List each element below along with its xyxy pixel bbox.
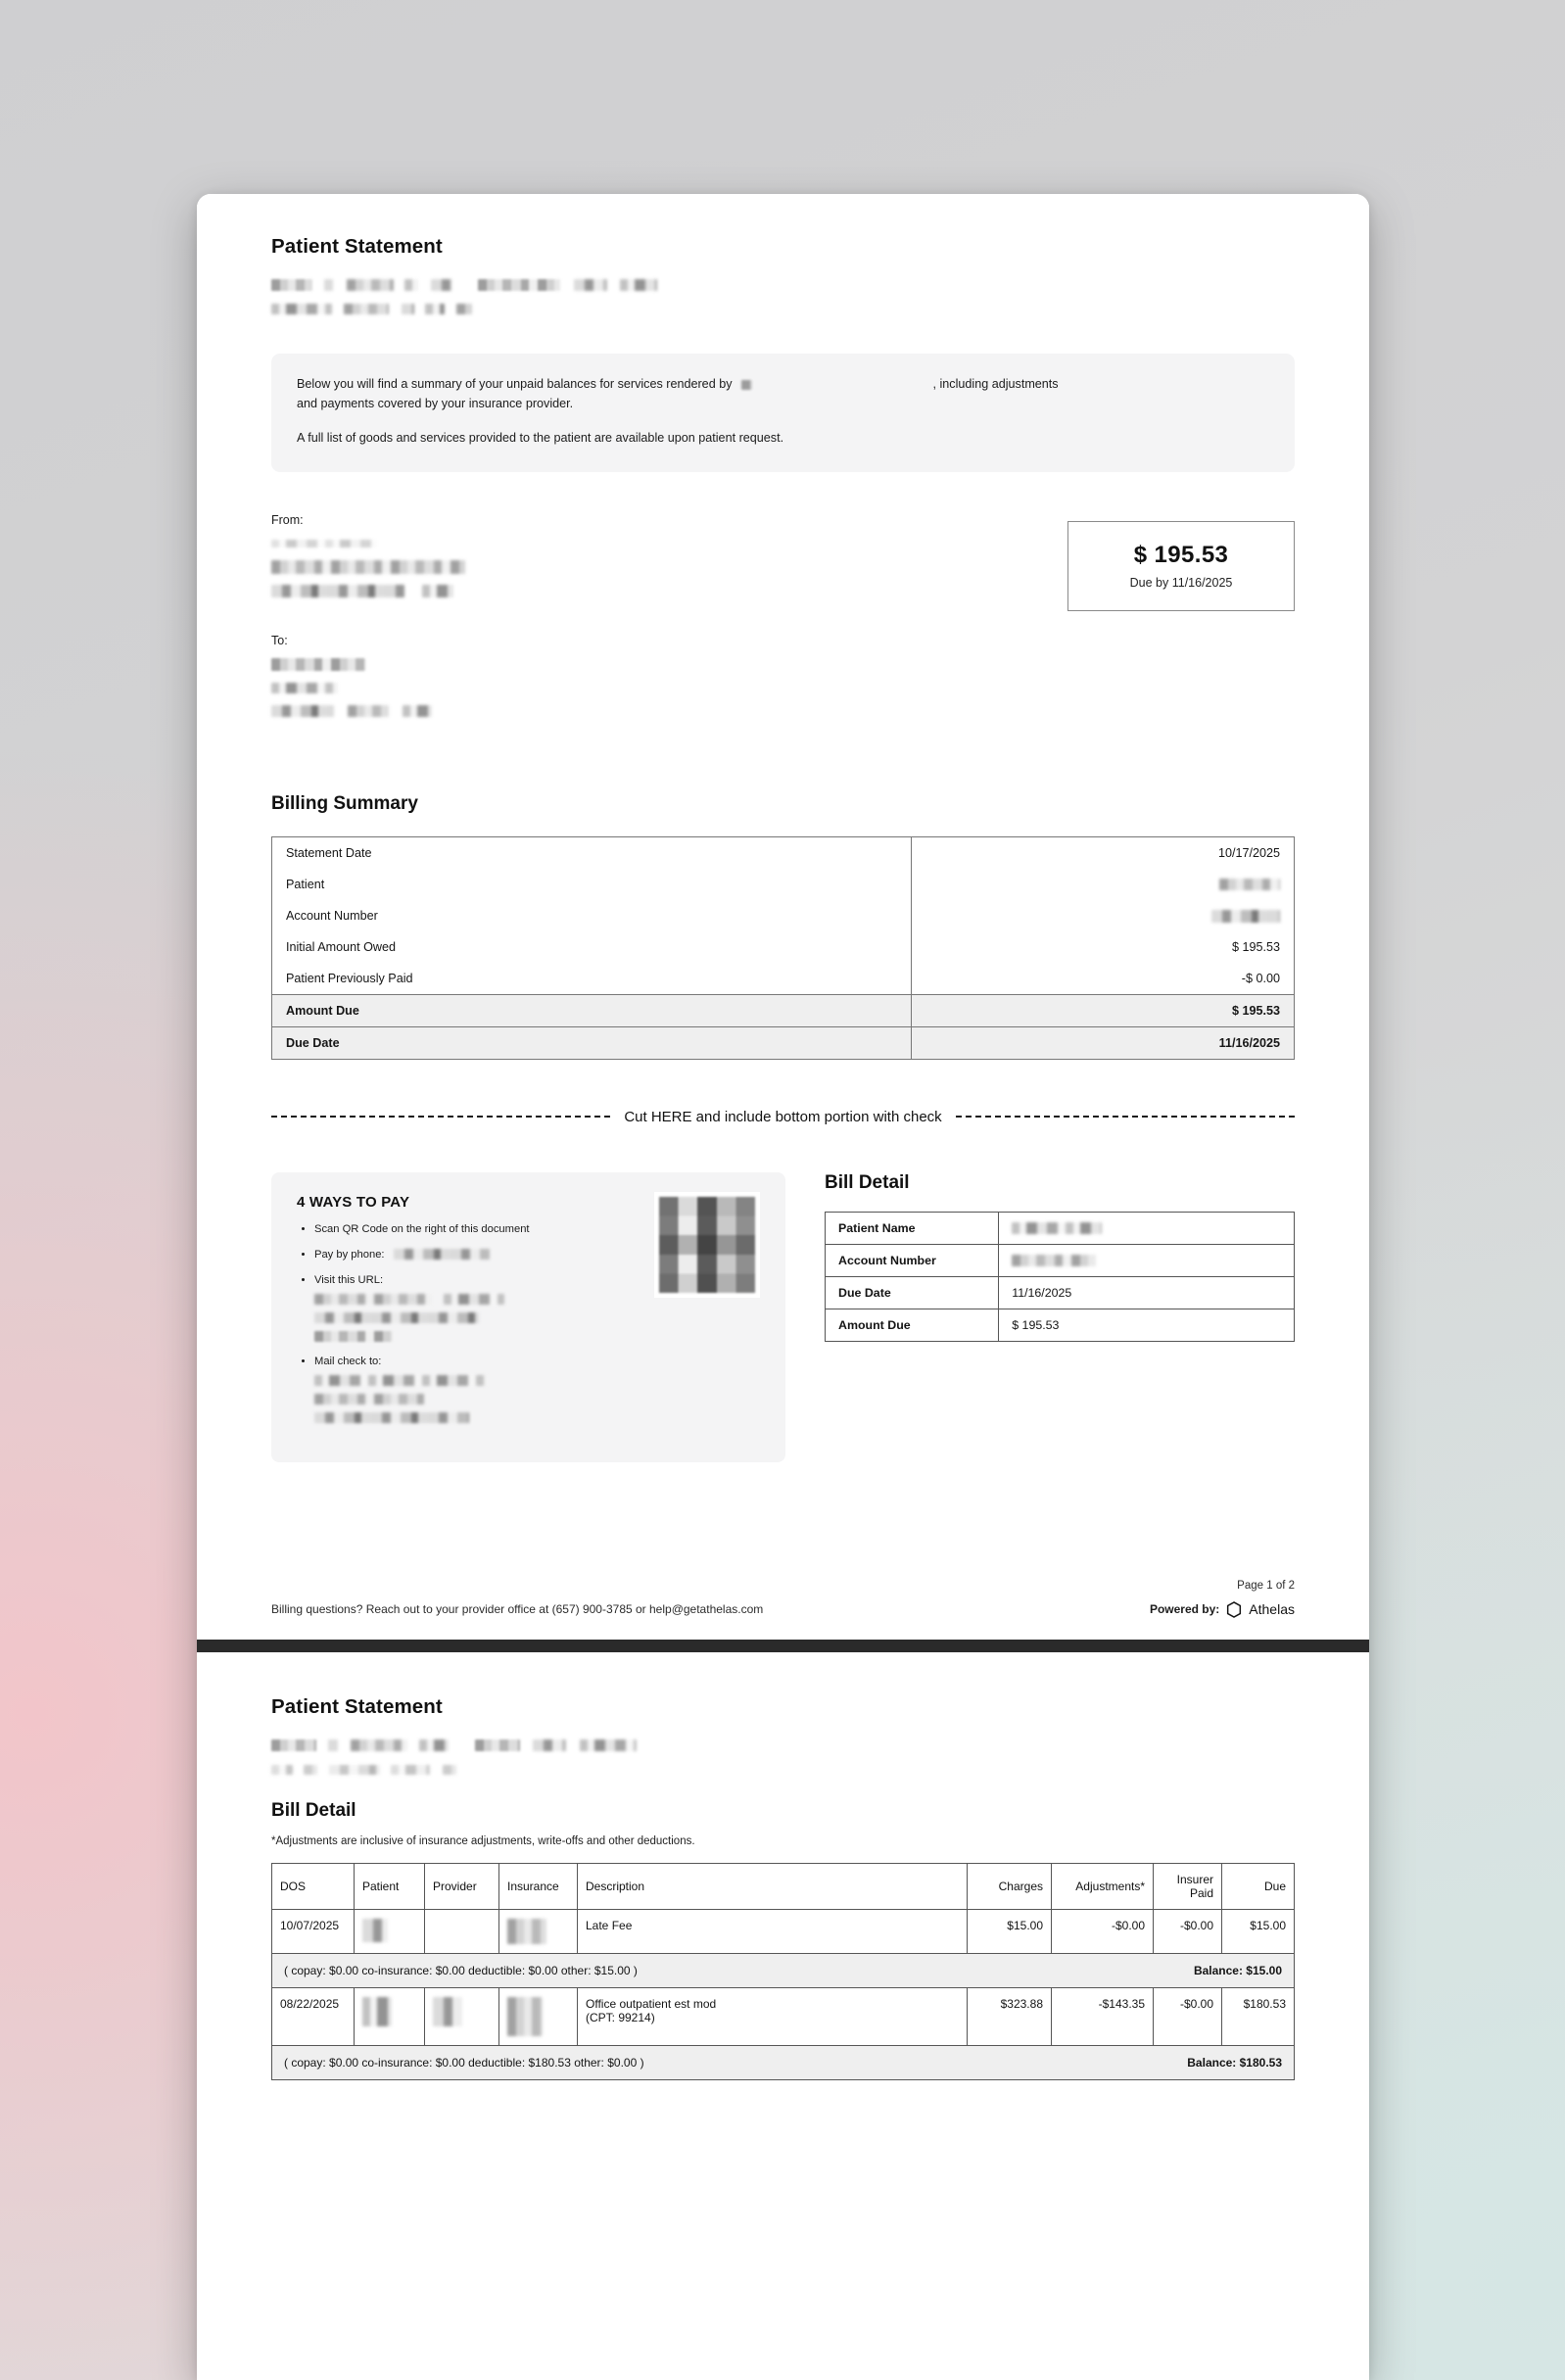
cell-insurer-paid: -$0.00: [1154, 1987, 1222, 2045]
table-row-amount-due: [272, 994, 1295, 1026]
table-row: [826, 1212, 1295, 1244]
cell-due: $15.00: [1222, 1909, 1295, 1953]
summary-value: -$ 0.00: [1241, 971, 1280, 985]
redaction-block: [271, 304, 332, 314]
column-header-description: Description: [578, 1863, 968, 1909]
redaction-block: [271, 1739, 316, 1751]
summary-value-redacted: [911, 869, 1295, 900]
redaction-block: [425, 304, 445, 314]
redaction-block: [271, 585, 404, 597]
cell-description: [578, 1987, 968, 2045]
detail-label: Due Date: [826, 1276, 999, 1309]
column-header-adjustments: Adjustments*: [1052, 1863, 1154, 1909]
cell-insurer-paid: -$0.00: [1154, 1909, 1222, 1953]
pay-by-phone-label: Pay by phone:: [314, 1248, 385, 1261]
page-title: Patient Statement: [271, 235, 443, 258]
column-header-insurer-paid: Insurer Paid: [1154, 1863, 1222, 1909]
cell-charges: $323.88: [968, 1987, 1052, 2045]
redacted-url-2: [314, 1310, 760, 1325]
page2-title: Patient Statement: [271, 1694, 443, 1718]
table-row: [272, 1987, 1295, 2045]
redaction-block: [391, 1765, 430, 1775]
redaction-block: [271, 560, 465, 574]
qr-grid: [659, 1197, 755, 1293]
redaction-block: [271, 1765, 293, 1775]
amount-due-date: Due by 11/16/2025: [1129, 576, 1233, 591]
page2-bill-detail-heading: Bill Detail: [271, 1799, 356, 1821]
due-date-label: Due Date: [272, 1026, 912, 1059]
billing-summary-heading: Billing Summary: [271, 792, 418, 814]
to-address: [271, 634, 465, 721]
payment-and-detail-row: [271, 1172, 1295, 1462]
redaction-block: [314, 1312, 479, 1323]
powered-by: [1150, 1601, 1295, 1618]
table-row: [272, 1909, 1295, 1953]
page2-provider-header-redacted: [271, 1737, 1295, 1779]
dashed-line-left: [271, 1116, 610, 1118]
redaction-block: [314, 1375, 487, 1386]
redaction-block: [348, 705, 389, 717]
column-header-charges: Charges: [968, 1863, 1052, 1909]
redaction-block: [271, 683, 338, 693]
summary-label: Initial Amount Owed: [272, 931, 912, 963]
billing-summary-table: [271, 836, 1295, 1060]
balance-cell: [272, 2045, 1295, 2079]
table-row: [826, 1244, 1295, 1276]
redacted-mail-2: [314, 1393, 760, 1407]
from-label: From:: [271, 512, 304, 527]
cell-dos: 10/07/2025: [272, 1909, 355, 1953]
cell-provider: [425, 1909, 499, 1953]
table-row: [272, 963, 1295, 995]
redaction-block: [344, 304, 389, 314]
provider-header-redacted: [271, 276, 1295, 318]
redaction-block: [314, 1294, 432, 1305]
table-row: [272, 900, 1295, 931]
footer-contact: Billing questions? Reach out to your provider office at (657) 900-3785 or help@getathelas.com: [271, 1602, 764, 1617]
redaction-block: [362, 1997, 392, 2026]
column-header-due: Due: [1222, 1863, 1295, 1909]
redaction-block: [271, 279, 312, 291]
redaction-block: [271, 540, 377, 547]
redaction-block: [404, 279, 418, 291]
redaction-block: [431, 279, 452, 291]
redaction-block: [478, 279, 560, 291]
column-header-insurance: Insurance: [499, 1863, 578, 1909]
detail-value: $ 195.53: [999, 1309, 1295, 1341]
summary-label: Patient: [272, 869, 912, 900]
brand-name: Athelas: [1249, 1601, 1295, 1618]
redacted-mail-3: [314, 1411, 760, 1426]
to-label: To:: [271, 633, 288, 647]
adjustments-footnote: *Adjustments are inclusive of insurance adjustments, write-offs and other deductions.: [271, 1834, 695, 1847]
ways-to-pay-title: 4 WAYS TO PAY: [297, 1193, 410, 1211]
redaction-block: [403, 705, 432, 717]
due-date-value: 11/16/2025: [911, 1026, 1295, 1059]
redaction-block: [394, 1249, 490, 1260]
redaction-block: [362, 1919, 388, 1942]
cell-charges: $15.00: [968, 1909, 1052, 1953]
address-column: [271, 513, 465, 727]
redaction-block: [419, 1739, 449, 1751]
redaction-block: [304, 1765, 317, 1775]
balance-breakdown: ( copay: $0.00 co-insurance: $0.00 deductible: $0.00 other: $15.00 ): [284, 1963, 638, 1977]
redaction-block: [620, 279, 657, 291]
table-row: [272, 869, 1295, 900]
redaction-block: [402, 304, 414, 314]
cell-insurance-redacted: [499, 1987, 578, 2045]
amount-due-label: Amount Due: [272, 994, 912, 1026]
page-number: Page 1 of 2: [1237, 1579, 1295, 1592]
balance-amount: Balance: $15.00: [1193, 1963, 1282, 1977]
summary-label: Patient Previously Paid: [272, 963, 912, 995]
redaction-block: [1012, 1255, 1096, 1266]
column-header-provider: Provider: [425, 1863, 499, 1909]
notice-line-2: and payments covered by your insurance provider.: [297, 396, 574, 410]
list-item: • Scan QR Code on the right of this document: [314, 1222, 760, 1237]
table-row: [272, 931, 1295, 963]
list-item: [314, 1355, 760, 1425]
redaction-block: [574, 279, 607, 291]
visit-url-label: Visit this URL:: [314, 1273, 384, 1286]
cell-patient-redacted: [355, 1987, 425, 2045]
statement-page-1: [197, 194, 1369, 1640]
addresses-and-amount: [271, 513, 1295, 727]
table-row: [272, 836, 1295, 869]
table-row-balance: [272, 1953, 1295, 1987]
dashed-line-right: [956, 1116, 1295, 1118]
balance-amount: Balance: $180.53: [1187, 2055, 1282, 2070]
statement-notice: [271, 354, 1295, 472]
page-footer: [271, 1601, 1295, 1640]
bill-detail-stub: [825, 1172, 1295, 1342]
statement-document-card: [197, 194, 1369, 2380]
summary-label: Statement Date: [272, 836, 912, 869]
balance-breakdown: ( copay: $0.00 co-insurance: $0.00 deductible: $180.53 other: $0.00 ): [284, 2055, 644, 2070]
redaction-block: [741, 380, 752, 390]
redaction-block: [271, 658, 365, 671]
cut-here-divider: [271, 1109, 1295, 1125]
redaction-block: [351, 1739, 407, 1751]
ways-to-pay-box: [271, 1172, 785, 1462]
redaction-block: [422, 585, 453, 597]
mail-check-label: Mail check to:: [314, 1356, 382, 1368]
redaction-block: [456, 304, 472, 314]
notice-line-3: A full list of goods and services provided to the patient are available upon patient request.: [297, 431, 784, 446]
amount-due-box: [1067, 521, 1295, 611]
detail-label: Account Number: [826, 1244, 999, 1276]
summary-value: 10/17/2025: [1217, 845, 1280, 860]
bill-detail-table: [825, 1212, 1295, 1342]
redacted-mail-1: [314, 1373, 760, 1388]
redaction-block: [314, 1412, 469, 1423]
cell-adjustments: -$143.35: [1052, 1987, 1154, 2045]
table-row: [826, 1309, 1295, 1341]
cell-insurance-redacted: [499, 1909, 578, 1953]
redaction-block: [580, 1739, 637, 1751]
redaction-block: [533, 1739, 566, 1751]
table-row: [826, 1276, 1295, 1309]
amount-due-total: $ 195.53: [911, 994, 1295, 1026]
redaction-block: [507, 1919, 546, 1944]
cell-due: $180.53: [1222, 1987, 1295, 2045]
cut-here-label: Cut HERE and include bottom portion with check: [624, 1108, 942, 1125]
bill-detail-line-items-table: [271, 1863, 1295, 2080]
statement-page-2: [197, 1652, 1369, 2080]
cell-patient-redacted: [355, 1909, 425, 1953]
amount-due-value: $ 195.53: [1133, 542, 1229, 569]
redaction-block: [271, 705, 334, 717]
redaction-block: [347, 279, 394, 291]
table-row-due-date: [272, 1026, 1295, 1059]
redaction-block: [314, 1331, 393, 1342]
detail-label: Amount Due: [826, 1309, 999, 1341]
redaction-block: [475, 1739, 520, 1751]
detail-value-redacted: [999, 1212, 1295, 1244]
redaction-block: [324, 279, 333, 291]
redaction-block: [444, 1294, 504, 1305]
table-header-row: [272, 1863, 1295, 1909]
redaction-block: [1012, 1222, 1102, 1234]
redaction-block: [507, 1997, 543, 2036]
powered-by-label: Powered by:: [1149, 1602, 1220, 1617]
detail-label: Patient Name: [826, 1212, 999, 1244]
redaction-block: [1219, 879, 1280, 890]
detail-value-redacted: [999, 1244, 1295, 1276]
redaction-block: [328, 1739, 338, 1751]
cell-provider-redacted: [425, 1987, 499, 2045]
notice-line-1a: Below you will find a summary of your unpaid balances for services rendered by: [297, 377, 733, 391]
description-main: Office outpatient est mod: [586, 1996, 717, 2011]
column-header-patient: Patient: [355, 1863, 425, 1909]
balance-cell: [272, 1953, 1295, 1987]
page-separator: [197, 1640, 1369, 1652]
bill-detail-heading: Bill Detail: [825, 1171, 910, 1193]
table-row-balance: [272, 2045, 1295, 2079]
summary-value-redacted: [911, 900, 1295, 931]
redaction-block: [314, 1394, 424, 1404]
redaction-block: [433, 1997, 462, 2026]
cell-adjustments: -$0.00: [1052, 1909, 1154, 1953]
column-header-dos: DOS: [272, 1863, 355, 1909]
from-address: [271, 513, 465, 600]
description-cpt: (CPT: 99214): [586, 2010, 655, 2024]
redaction-block: [443, 1765, 456, 1775]
notice-line-1b: , including adjustments: [932, 377, 1059, 391]
qr-code-icon: [654, 1192, 760, 1298]
redacted-url-3: [314, 1329, 760, 1344]
redaction-block: [329, 1765, 380, 1775]
summary-value: $ 195.53: [1231, 939, 1280, 954]
cell-description: Late Fee: [578, 1909, 968, 1953]
redaction-block: [1211, 910, 1280, 923]
athelas-logo-icon: [1226, 1601, 1242, 1618]
detail-value: 11/16/2025: [999, 1276, 1295, 1309]
summary-label: Account Number: [272, 900, 912, 931]
cell-dos: 08/22/2025: [272, 1987, 355, 2045]
